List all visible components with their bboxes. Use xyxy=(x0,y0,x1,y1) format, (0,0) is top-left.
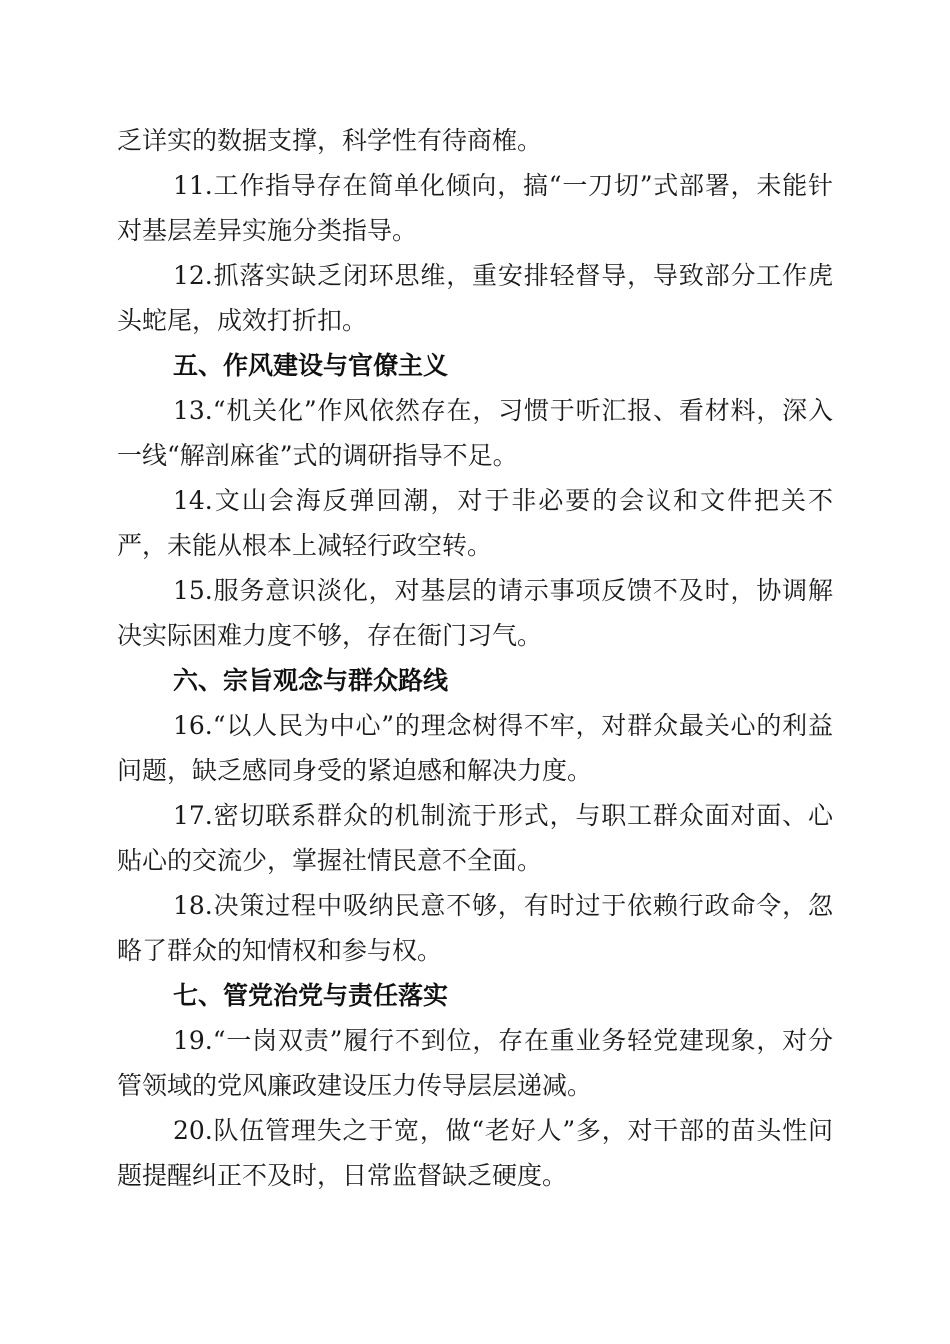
section-heading-five: 五、作风建设与官僚主义 xyxy=(173,351,449,380)
list-item-16: 16.“以人民为中心”的理念树得不牢，对群众最关心的利益问题，缺乏感同身受的紧迫感和解决力度。 xyxy=(117,711,833,785)
paragraph-continuation: 乏详实的数据支撑，科学性有待商榷。 xyxy=(117,126,543,155)
list-item-19: 19.“一岗双责”履行不到位，存在重业务轻党建现象，对分管领域的党风廉政建设压力传导层层递减。 xyxy=(117,1026,833,1100)
list-item-17: 17.密切联系群众的机制流于形式，与职工群众面对面、心贴心的交流少，掌握社情民意不全面。 xyxy=(117,801,833,875)
list-item-20: 20.队伍管理失之于宽，做“老好人”多，对干部的苗头性问题提醒纠正不及时，日常监督缺乏硬度。 xyxy=(117,1116,833,1190)
section-heading-seven: 七、管党治党与责任落实 xyxy=(173,981,449,1010)
list-item-14: 14.文山会海反弹回潮，对于非必要的会议和文件把关不严，未能从根本上减轻行政空转。 xyxy=(117,486,833,560)
list-item-18: 18.决策过程中吸纳民意不够，有时过于依赖行政命令，忽略了群众的知情权和参与权。 xyxy=(117,891,833,965)
list-item-12: 12.抓落实缺乏闭环思维，重安排轻督导，导致部分工作虎头蛇尾，成效打折扣。 xyxy=(117,261,833,335)
list-item-13: 13.“机关化”作风依然存在，习惯于听汇报、看材料，深入一线“解剖麻雀”式的调研指导不足。 xyxy=(117,396,833,470)
document-body xyxy=(117,118,833,1198)
section-heading-six: 六、宗旨观念与群众路线 xyxy=(173,666,449,695)
list-item-15: 15.服务意识淡化，对基层的请示事项反馈不及时，协调解决实际困难力度不够，存在衙门习气。 xyxy=(117,576,833,650)
list-item-11: 11.工作指导存在简单化倾向，搞“一刀切”式部署，未能针对基层差异实施分类指导。 xyxy=(117,171,833,245)
